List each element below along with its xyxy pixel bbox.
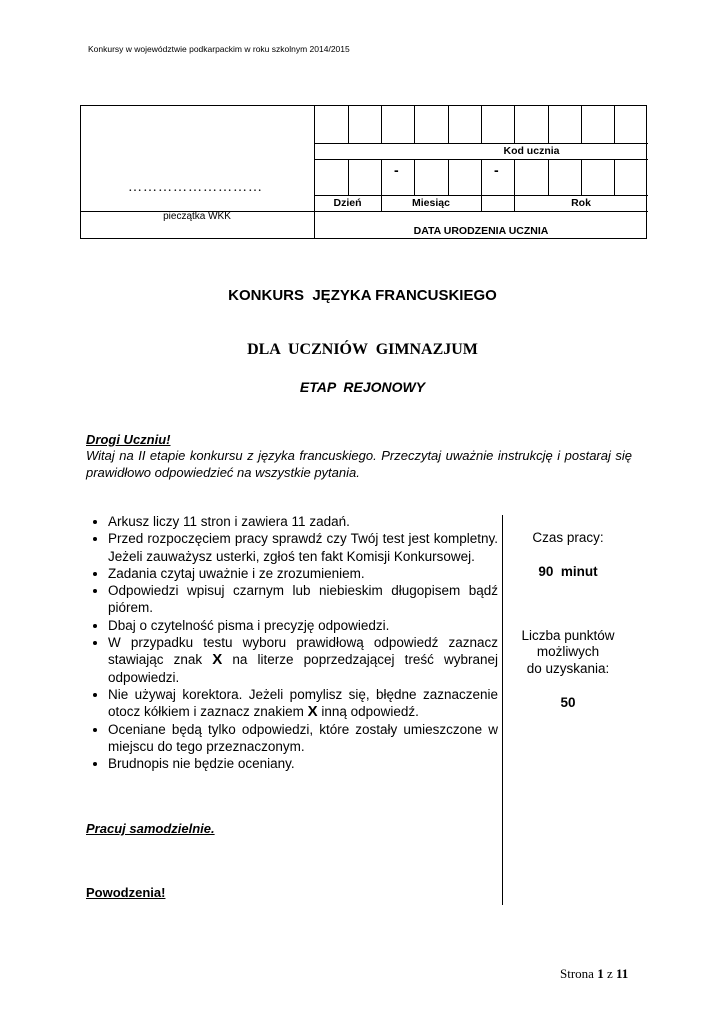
list-item: • Przed rozpoczęciem pracy sprawdź czy Twój test jest kompletny. Jeżeli zauważysz usterki, zgłoś ten fakt Komisji Konkursowej. <box>108 530 498 565</box>
x-mark: X <box>212 651 223 669</box>
points-label-line2: możliwych <box>536 644 600 659</box>
instructions-list <box>86 513 498 772</box>
greeting: Drogi Uczniu! <box>86 432 171 447</box>
list-item: • Dbaj o czytelność pisma i precyzję odpowiedzi. <box>108 617 498 634</box>
contest-title: KONKURS JĘZYKA FRANCUSKIEGO <box>228 287 497 304</box>
list-item: • Brudnopis nie będzie oceniany. <box>108 755 498 772</box>
month-label: Miesiąc <box>412 197 450 209</box>
time-value: 90 minut <box>538 564 598 579</box>
year-label: Rok <box>571 197 591 209</box>
column-divider <box>502 515 503 905</box>
points-label-line3: do uzyskania: <box>526 661 610 676</box>
date-separator: - <box>494 162 499 178</box>
list-item: • Oceniane będą tylko odpowiedzi, które zostały umieszczone w miejscu do tego przeznaczonym. <box>108 721 498 756</box>
points-value: 50 <box>560 695 576 710</box>
list-item: • W przypadku testu wyboru prawidłową odpowiedź zaznacz stawiając znak X na literze poprzedzającej treść wybranej odpowiedzi. <box>108 634 498 686</box>
good-luck-note: Powodzenia! <box>86 885 166 900</box>
work-alone-note: Pracuj samodzielnie. <box>86 821 215 836</box>
audience-title: DLA UCZNIÓW GIMNAZJUM <box>247 341 478 358</box>
x-mark: X <box>307 703 318 721</box>
intro-text: Witaj na II etapie konkursu z języka francuskiego. Przeczytaj uważnie instrukcję i postaraj się prawidłowo odpowiedzieć na wszystkie pytania. <box>86 448 632 480</box>
stamp-dots: ……………………… <box>128 180 263 195</box>
stamp-label: pieczątka WKK <box>163 211 231 222</box>
points-label-line1: Liczba punktów <box>521 628 615 643</box>
list-item: • Odpowiedzi wpisuj czarnym lub niebieskim długopisem bądź piórem. <box>108 582 498 617</box>
list-item: • Zadania czytaj uważnie i ze zrozumieniem. <box>108 565 498 582</box>
page-number: 1 <box>597 966 604 981</box>
list-item: • Nie używaj korektora. Jeżeli pomylisz się, błędne zaznaczenie otocz kółkiem i zaznacz znakiem X inną odpowiedź. <box>108 686 498 721</box>
header-note: Konkursy w województwie podkarpackim w roku szkolnym 2014/2015 <box>88 44 350 54</box>
list-item: • Arkusz liczy 11 stron i zawiera 11 zadań. <box>108 513 498 530</box>
page-footer: Strona 1 z 11 <box>560 966 629 981</box>
time-label: Czas pracy: <box>532 530 604 545</box>
birth-date-label: DATA URODZENIA UCZNIA <box>413 225 549 237</box>
day-label: Dzień <box>333 197 362 209</box>
stage-title: ETAP REJONOWY <box>299 379 426 395</box>
date-separator: - <box>394 162 399 178</box>
page-total: 11 <box>615 966 629 981</box>
student-code-label: Kod ucznia <box>503 145 560 157</box>
